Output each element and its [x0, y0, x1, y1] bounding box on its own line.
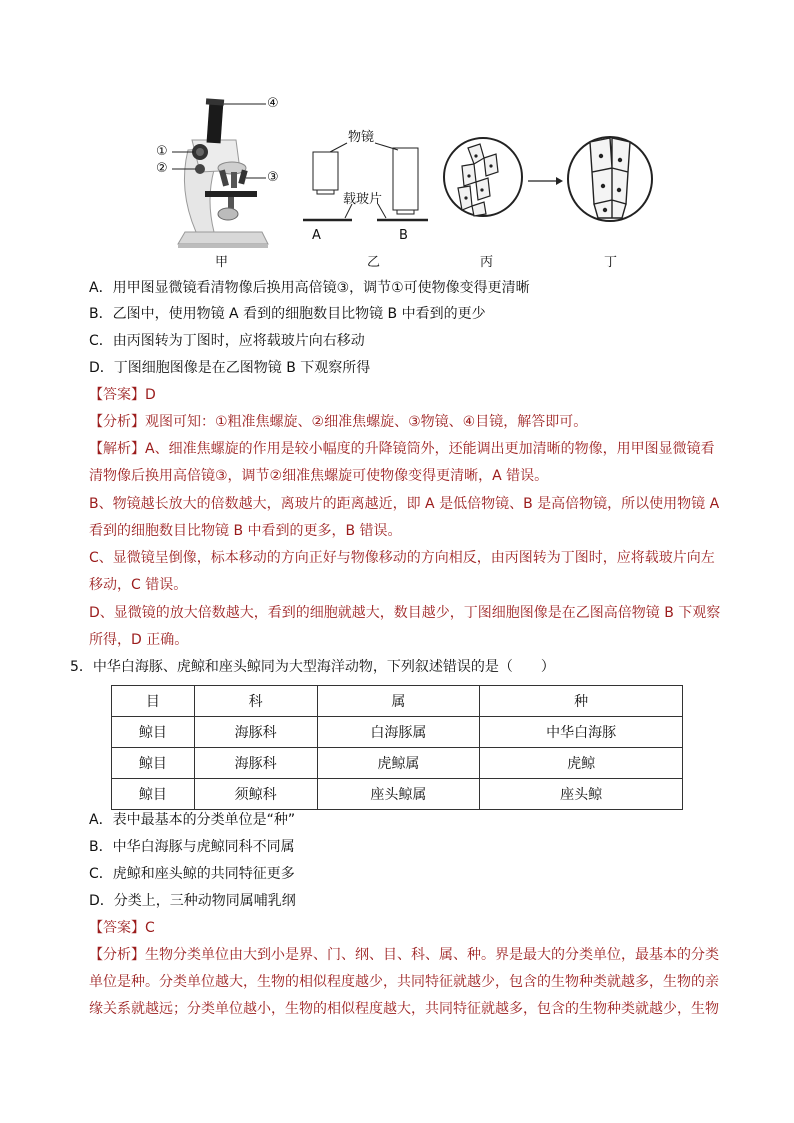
q4-explain-line-2: 清物像后换用高倍镜③，调节②细准焦螺旋可使物像变得更清晰，A 错误。 — [89, 468, 549, 484]
lens-a-label: A — [312, 228, 321, 243]
table-cell: 鲸目 — [112, 779, 195, 810]
q5-option-b: B．中华白海豚与虎鲸同科不同属 — [89, 839, 295, 855]
q4-explain-line-7: D、显微镜的放大倍数越大，看到的细胞就越大，数目越少，丁图细胞图像是在乙图高倍物镜 B 下观察 — [89, 605, 721, 621]
table-cell: 白海豚属 — [317, 717, 480, 748]
callout-1: ① — [156, 144, 168, 159]
table-cell: 虎鲸 — [480, 748, 683, 779]
q4-option-d: D．丁图细胞图像是在乙图物镜 B 下观察所得 — [89, 360, 371, 376]
explain-tag: 【解析】 — [89, 441, 145, 457]
q5-analysis-line-2: 单位是种。分类单位越大，生物的相似程度越少，共同特征就越少，包含的生物种类就越多，生物的亲 — [89, 974, 719, 990]
q4-explain-line-5: C、显微镜呈倒像，标本移动的方向正好与物像移动的方向相反，由丙图转为丁图时，应将载玻片向左 — [89, 550, 715, 566]
microscope-figure — [0, 0, 794, 275]
q4-answer — [89, 385, 156, 405]
answer-value: C — [145, 920, 155, 936]
callout-3: ③ — [267, 170, 279, 185]
lens-b-label: B — [399, 228, 408, 243]
q4-analysis — [89, 412, 587, 432]
analysis-tag: 【分析】 — [89, 947, 145, 963]
table-cell: 须鲸科 — [194, 779, 317, 810]
low-power-field-drawing — [444, 138, 522, 216]
analysis-tag: 【分析】 — [89, 414, 145, 430]
q4-explain-line-6: 移动，C 错误。 — [89, 577, 188, 593]
q5-option-d: D．分类上，三种动物同属哺乳纲 — [89, 893, 296, 909]
caption-ding: 丁 — [604, 255, 618, 270]
analysis-text: 观图可知：①粗准焦螺旋、②细准焦螺旋、③物镜、④目镜，解答即可。 — [145, 414, 588, 430]
table-row — [112, 717, 683, 748]
q5-option-c: C．虎鲸和座头鲸的共同特征更多 — [89, 866, 295, 882]
table-cell: 鲸目 — [112, 717, 195, 748]
table-cell: 座头鲸属 — [317, 779, 480, 810]
q5-option-a: A．表中最基本的分类单位是“种” — [89, 812, 296, 828]
table-cell: 座头鲸 — [480, 779, 683, 810]
analysis-text: 生物分类单位由大到小是界、门、纲、目、科、属、种。界是最大的分类单位，最基本的分类 — [145, 947, 719, 963]
objective-label: 物镜 — [348, 130, 375, 145]
caption-yi: 乙 — [367, 255, 381, 270]
table-header-cell: 目 — [112, 686, 195, 717]
microscope-drawing — [178, 98, 268, 248]
table-cell: 中华白海豚 — [480, 717, 683, 748]
table-cell: 海豚科 — [194, 748, 317, 779]
table-header-cell: 科 — [194, 686, 317, 717]
explain-text: A、细准焦螺旋的作用是较小幅度的升降镜筒外，还能调出更加清晰的物像，用甲图显微镜看 — [145, 441, 715, 457]
q4-option-a: A．用甲图显微镜看清物像后换用高倍镜③，调节①可使物像变得更清晰 — [89, 280, 530, 296]
table-row — [112, 748, 683, 779]
q4-explain-line-8: 所得，D 正确。 — [89, 632, 189, 648]
answer-tag: 【答案】 — [89, 387, 145, 403]
q5-answer — [89, 918, 155, 938]
table-header-cell: 属 — [317, 686, 480, 717]
table-cell: 海豚科 — [194, 717, 317, 748]
caption-bing: 丙 — [480, 255, 494, 270]
table-row — [112, 779, 683, 810]
q4-option-c: C．由丙图转为丁图时，应将载玻片向右移动 — [89, 333, 365, 349]
table-cell: 鲸目 — [112, 748, 195, 779]
q5-stem: 5．中华白海豚、虎鲸和座头鲸同为大型海洋动物，下列叙述错误的是（ ） — [70, 659, 555, 675]
q5-analysis-line-1 — [89, 945, 719, 965]
answer-value: D — [145, 387, 156, 403]
callout-4: ④ — [267, 96, 279, 111]
table-header-row — [112, 686, 683, 717]
objective-lenses-drawing — [303, 143, 428, 220]
answer-tag: 【答案】 — [89, 920, 145, 936]
q5-analysis-line-3: 缘关系就越远；分类单位越小，生物的相似程度越大，共同特征就越多，包含的生物种类就越少，生物 — [89, 1001, 719, 1017]
slide-label: 载玻片 — [343, 192, 383, 207]
table-header-cell: 种 — [480, 686, 683, 717]
q4-option-b: B．乙图中，使用物镜 A 看到的细胞数目比物镜 B 中看到的更少 — [89, 306, 486, 322]
q4-explain-line-4: 看到的细胞数目比物镜 B 中看到的更多，B 错误。 — [89, 523, 402, 539]
callout-2: ② — [156, 161, 168, 176]
q4-explain-line-1 — [89, 439, 715, 459]
q4-explain-line-3: B、物镜越长放大的倍数越大，离玻片的距离越近，即 A 是低倍物镜、B 是高倍物镜，所以使用物镜 A — [89, 496, 720, 512]
table-cell: 虎鲸属 — [317, 748, 480, 779]
caption-jia: 甲 — [215, 255, 229, 270]
high-power-field-drawing — [568, 137, 652, 221]
classification-table — [111, 685, 683, 810]
